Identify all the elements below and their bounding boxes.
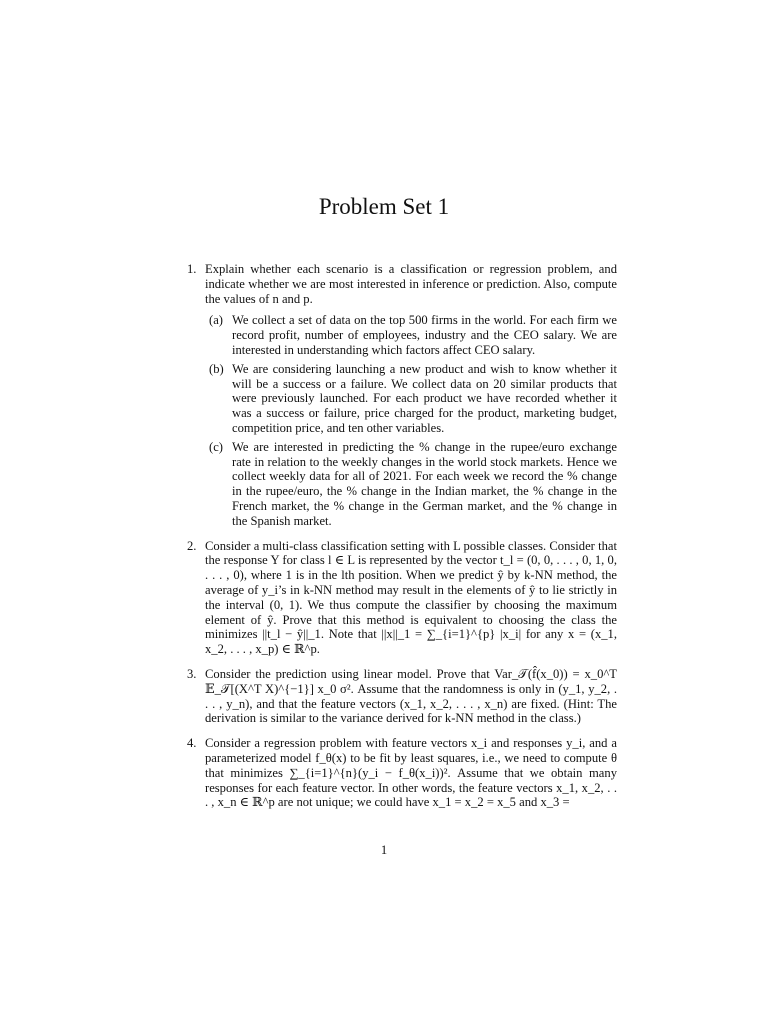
- problem-item: [187, 539, 617, 657]
- problem-number: 1.: [187, 262, 197, 276]
- page-number: 1: [380, 843, 388, 857]
- subproblem-item: [205, 313, 617, 357]
- problem-text: Consider the prediction using linear model. Prove that Var_𝒯(f̂(x_0)) = x_0^T 𝔼_𝒯[(X^T X)^{−1}] x_0 σ². Assume that the randomness is only in (y_1, y_2, . . . , y_n), and that the feature vectors (x_1, x_2, . . . , x_n) are fixed. (Hint: The derivation is similar to the variance derived for k-NN method in the class.): [205, 666, 617, 726]
- page-title: Problem Set 1: [318, 194, 450, 219]
- subproblem-label: (a): [209, 313, 223, 328]
- problem-item: [187, 736, 617, 810]
- subproblem-label: (b): [209, 361, 224, 376]
- subproblem-item: [205, 440, 617, 529]
- subproblem-text: We collect a set of data on the top 500 firms in the world. For each firm we record profit, number of employees, industry and the CEO salary. We are interested in understanding which factors affect CEO salary.: [232, 313, 617, 357]
- problem-number: 4.: [187, 736, 197, 751]
- problem-text: Explain whether each scenario is a classification or regression problem, and indicate whether we are most interested in inference or prediction. Also, compute the values of n and p.: [205, 262, 617, 306]
- subproblem-label: (c): [209, 439, 223, 454]
- problem-text: Consider a regression problem with feature vectors x_i and responses y_i, and a parameterized model f_θ(x) to be fit by least squares, i.e., we need to compute θ that minimizes ∑_{i=1}^{n}(y_i − f_θ(x_i))². Assume that we obtain many responses for each feature vector. In other words, the feature vectors x_1, x_2, . . . , x_n ∈ ℝ^p are not unique; we could have x_1 = x_2 = x_5 and x_3 =: [205, 736, 617, 810]
- problem-item: [187, 667, 617, 726]
- subproblem-text: We are interested in predicting the % change in the rupee/euro exchange rate in relation to the weekly changes in the world stock markets. Hence we collect weekly data for all of 2021. For each week we record the % change in the rupee/euro, the % change in the Indian market, the % change in the French market, the % change in the German market, and the % change in the Spanish market.: [232, 439, 617, 528]
- problem-list-container: [187, 262, 617, 820]
- problem-number: 2.: [187, 538, 197, 553]
- problem-text: Consider a multi-class classification setting with L possible classes. Consider that the response Y for class l ∈ L is represented by the vector t_l = (0, 0, . . . , 0, 1, 0, . . . , 0), where 1 is in the lth position. When we predict ŷ by k-NN method, the average of y_i’s in k-NN method may result in the elements of ŷ to lie strictly in the interval (0, 1). We thus compute the classifier by choosing the maximum element of ŷ. Prove that this method is equivalent to choosing the class the minimizes ||t_l − ŷ||_1. Note that ||x||_1 = ∑_{i=1}^{p} |x_i| for any x = (x_1, x_2, . . . , x_p) ∈ ℝ^p.: [205, 538, 617, 657]
- subproblem-item: [205, 362, 617, 436]
- problem-list: [187, 262, 617, 810]
- problem-number: 3.: [187, 666, 197, 681]
- subproblem-list: [205, 313, 617, 528]
- subproblem-text: We are considering launching a new product and wish to know whether it will be a success or a failure. We collect data on 20 similar products that were previously launched. For each product we have recorded whether it was a success or failure, price charged for the product, marketing budget, competition price, and ten other variables.: [232, 361, 617, 435]
- problem-item: [187, 262, 617, 529]
